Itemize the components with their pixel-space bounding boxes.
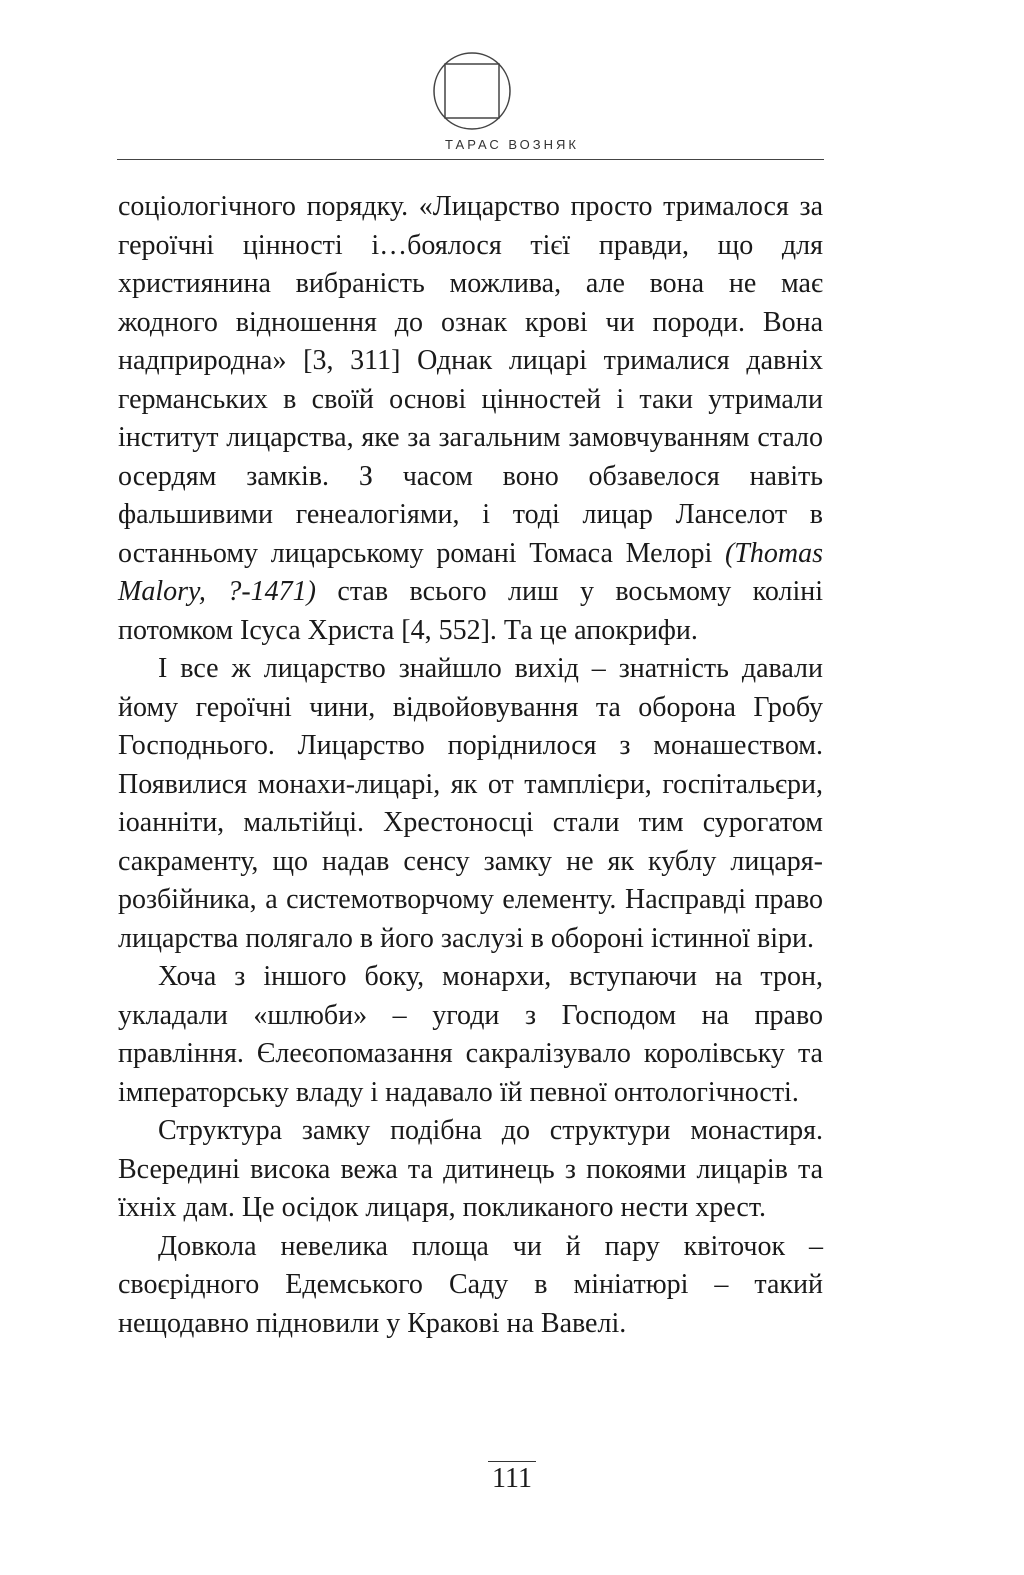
paragraph-1: [118, 188, 823, 650]
paragraph-3: Хоча з іншого боку, монархи, вступаючи на трон, укладали «шлюби» – угоди з Господом на право правління. Єлеєопомазання сакралізувало королівську та імператорську владу і надавало їй певної онтологічності.: [118, 961, 823, 1108]
main-text: [118, 188, 823, 1343]
paragraph-1-text-a: соціологічного порядку. «Лицарство просто трималося за героїчні цінності і…боялося тієї правди, що для християнина вибраність можлива, але вона не має жодного відношення до ознак крові чи породи. Вона надприродна» [3, 311] Однак лицарі трималися давніх германських в своїй основі цінностей і таки утримали інститут лицарства, яке за загальним замовчуванням стало осердям замків. З часом воно обзавелося навіть фальшивими генеалогіями, і тоді лицар Ланселот в останньому лицарському романі Томаса Мелорі: [118, 191, 823, 569]
running-head: ТАРАС ВОЗНЯК: [445, 137, 579, 152]
paragraph-5: Довкола невелика площа чи й пару квіточок – своєрідного Едемського Саду в мініатюрі – такий нещодавно підновили у Кракові на Вавелі.: [118, 1230, 823, 1339]
paragraph-2: І все ж лицарство знайшло вихід – знатність давали йому героїчні чини, відвойовування та оборона Гробу Господнього. Лицарство поріднилося з монашеством. Появилися монахи-лицарі, як от тамплієри, госпітальєри, іоанніти, мальтійці. Хрестоносці стали тим сурогатом сакраменту, що надав сенсу замку не як кублу лицаря-розбійника, а системотворчому елементу. Насправді право лицарства полягало в його заслузі в обороні істинної віри.: [118, 653, 823, 954]
header-rule: [117, 159, 824, 160]
page-number: [0, 1461, 1024, 1496]
paragraph-1-italic-citation: (Thomas Malory, ?-1471): [118, 537, 823, 607]
circle-square-logo-icon: [432, 51, 512, 131]
paragraph-4: Структура замку подібна до структури монастиря. Всередині висока вежа та дитинець з покоями лицарів та їхніх дам. Це осідок лицаря, покликаного нести хрест.: [118, 1115, 823, 1223]
page-number-value: 111: [488, 1461, 536, 1496]
paragraph-1-text-b: став всього лиш у восьмому коліні потомком Ісуса Христа [4, 552]. Та це апокрифи.: [118, 576, 824, 646]
